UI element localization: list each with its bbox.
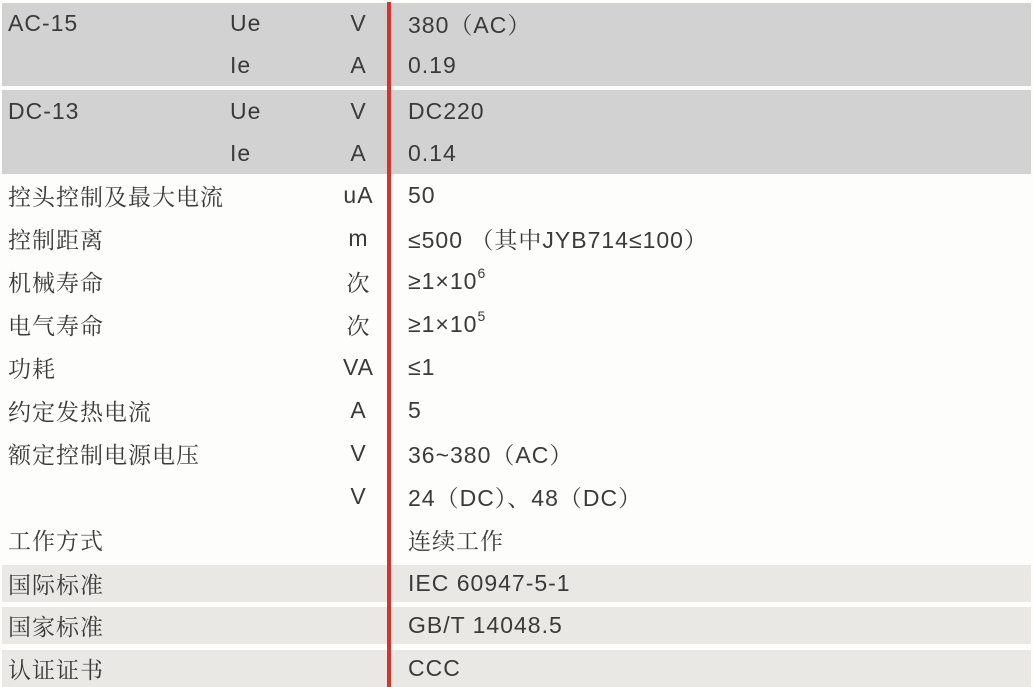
row-value: GB/T 14048.5	[408, 612, 563, 638]
section-international-standard	[2, 565, 1031, 602]
table-row	[2, 565, 1031, 602]
table-row	[2, 607, 1031, 644]
table-row	[2, 217, 1031, 260]
table-row	[2, 389, 1031, 432]
row-label: 机械寿命	[8, 270, 104, 296]
row-value: $\ge 1\times 10^6$	[408, 265, 486, 294]
row-label: 控头控制及最大电流	[8, 184, 224, 210]
row-symbol: Ue	[230, 10, 262, 37]
row-value: $\ge 1\times 10^5$	[408, 308, 486, 337]
row-unit: V	[350, 483, 367, 509]
row-label: AC-15	[8, 10, 79, 37]
row-label: 工作方式	[8, 528, 104, 554]
table-row	[2, 650, 1031, 687]
row-value: DC220	[408, 97, 485, 124]
row-value: 36~380（AC）	[408, 442, 574, 468]
row-symbol: Ie	[230, 51, 252, 78]
row-value: 连续工作	[408, 528, 504, 554]
row-unit: m	[348, 225, 369, 251]
row-label: 控制距离	[8, 227, 104, 253]
value-superscript: 5	[477, 308, 486, 325]
row-label: DC-13	[8, 97, 80, 124]
row-value: 0.19	[408, 51, 457, 78]
row-symbol: Ue	[230, 97, 262, 124]
row-unit: 次	[346, 270, 371, 296]
row-value: 50	[408, 182, 436, 208]
table-row	[2, 174, 1031, 217]
row-label: 约定发热电流	[8, 399, 152, 425]
section-national-standard	[2, 607, 1031, 644]
table-row	[2, 132, 1031, 174]
row-symbol: Ie	[230, 139, 252, 166]
table-row	[2, 346, 1031, 389]
row-value: 380（AC）	[408, 12, 532, 39]
row-value: IEC 60947-5-1	[408, 570, 571, 596]
row-label: 国家标准	[8, 614, 104, 640]
row-value: 24（DC）、48（DC）	[408, 485, 643, 511]
row-unit: VA	[343, 354, 374, 380]
table-row	[2, 45, 1031, 87]
section-dc13	[2, 90, 1031, 174]
row-value: 5	[408, 397, 422, 423]
table-row	[2, 260, 1031, 303]
table-row	[2, 475, 1031, 518]
row-unit: V	[350, 440, 367, 466]
row-value: 0.14	[408, 139, 457, 166]
row-label: 认证证书	[8, 657, 104, 683]
section-general-parameters	[2, 174, 1031, 561]
row-value: ≤500 （其中JYB714≤100）	[408, 227, 708, 253]
table-row	[2, 518, 1031, 561]
row-value: ≤1	[408, 354, 436, 380]
table-row	[2, 303, 1031, 346]
section-ac15	[2, 3, 1031, 86]
row-label: 功耗	[8, 356, 56, 382]
row-value: CCC	[408, 655, 461, 681]
row-label: 电气寿命	[8, 313, 104, 339]
row-unit: 次	[346, 313, 371, 339]
row-unit: V	[350, 97, 367, 124]
row-unit: uA	[343, 182, 374, 208]
section-certification	[2, 650, 1031, 687]
row-unit: A	[350, 139, 367, 166]
table-row	[2, 432, 1031, 475]
table-row	[2, 3, 1031, 45]
row-unit: V	[350, 10, 367, 37]
value-superscript: 6	[477, 265, 486, 282]
row-unit: A	[350, 397, 367, 423]
row-label: 国际标准	[8, 572, 104, 598]
row-label: 额定控制电源电压	[8, 442, 200, 468]
table-row	[2, 90, 1031, 132]
row-unit: A	[350, 51, 367, 78]
red-divider-line	[387, 2, 391, 687]
